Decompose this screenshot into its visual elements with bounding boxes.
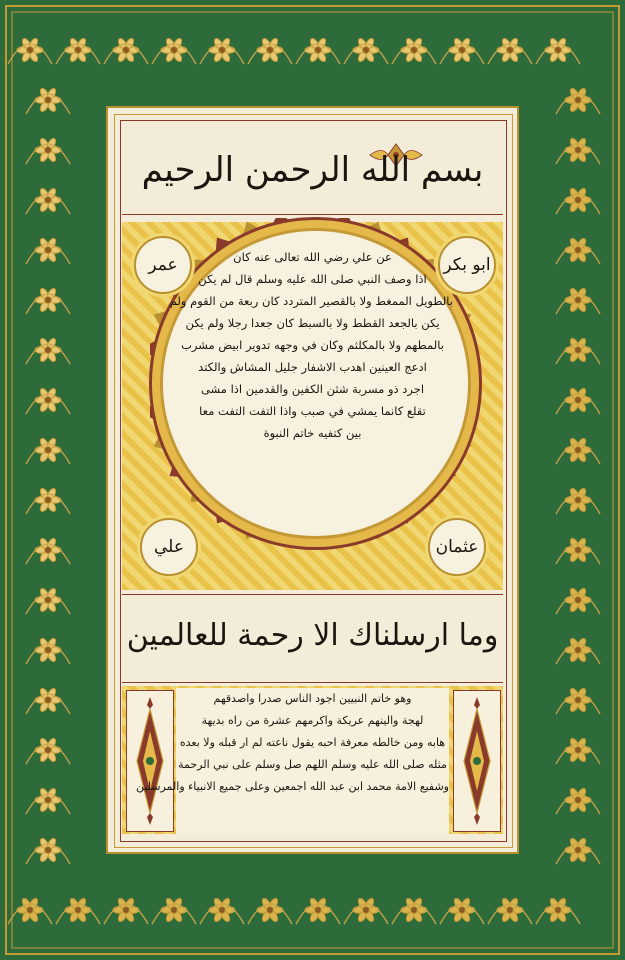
etek-line: هابه ومن خالطه معرفة احبه يقول ناعته لم ار قبله ولا بعده [179,736,446,749]
divider [122,594,503,595]
medallion-umar: عمر [134,236,192,294]
medallion-ali: علي [140,518,198,576]
etek-text-block [135,688,449,834]
hilye-line: عن علي رضي الله تعالى عنه كان [233,250,392,264]
side-ornament-right [453,690,501,832]
etek-line: وهو خاتم النبيين اجود الناس صدرا واصدقهم [213,692,412,705]
rumi-ornament-icon [454,691,500,831]
ayah-text: وما ارسلناك الا رحمة للعالمين [126,618,499,653]
etek-line: مثله صلى الله عليه وسلم اللهم صل وسلم على نبي الرحمة [178,758,447,771]
medallion-uthman: عثمان [428,518,486,576]
hilye-line: يكن بالجعد القطط ولا بالسبط كان جعدا رجلا ولم يكن [185,316,440,330]
hilye-line: اذا وصف النبي صلى الله عليه وسلم قال لم يكن [198,272,427,286]
hilye-line: تقلع كانما يمشي في صبب واذا التفت التفت معا [199,404,426,418]
hilye-text-block [169,246,453,444]
hilye-line: اجرد ذو مسربة شثن الكفين والقدمين اذا مشى [200,382,425,396]
medallion-abu-bakr: ابو بكر [438,236,496,294]
hilye-line: بالطويل الممغط ولا بالقصير المتردد كان ربعة من القوم ولم [169,294,453,308]
bismillah-text: بسم الله الرحمن الرحيم [141,150,484,190]
rumi-ornament-icon [127,691,173,831]
divider [122,214,503,215]
etek-line: وشفيع الامة محمد ابن عبد الله اجمعين وعلى جميع الانبياء والمرسلين [135,780,449,793]
hilye-line: بين كتفيه خاتم النبوة [263,426,362,440]
hilye-line: ادعج العينين اهدب الاشفار جليل المشاش والكتد [198,360,427,374]
hilye-line: بالمطهم ولا بالمكلثم وكان في وجهه تدوير ابيض مشرب [181,338,444,352]
side-ornament-left [126,690,174,832]
etek-line: لهجة والينهم عريكة واكرمهم عشرة من راه بديهة [201,714,424,727]
divider [122,682,503,683]
